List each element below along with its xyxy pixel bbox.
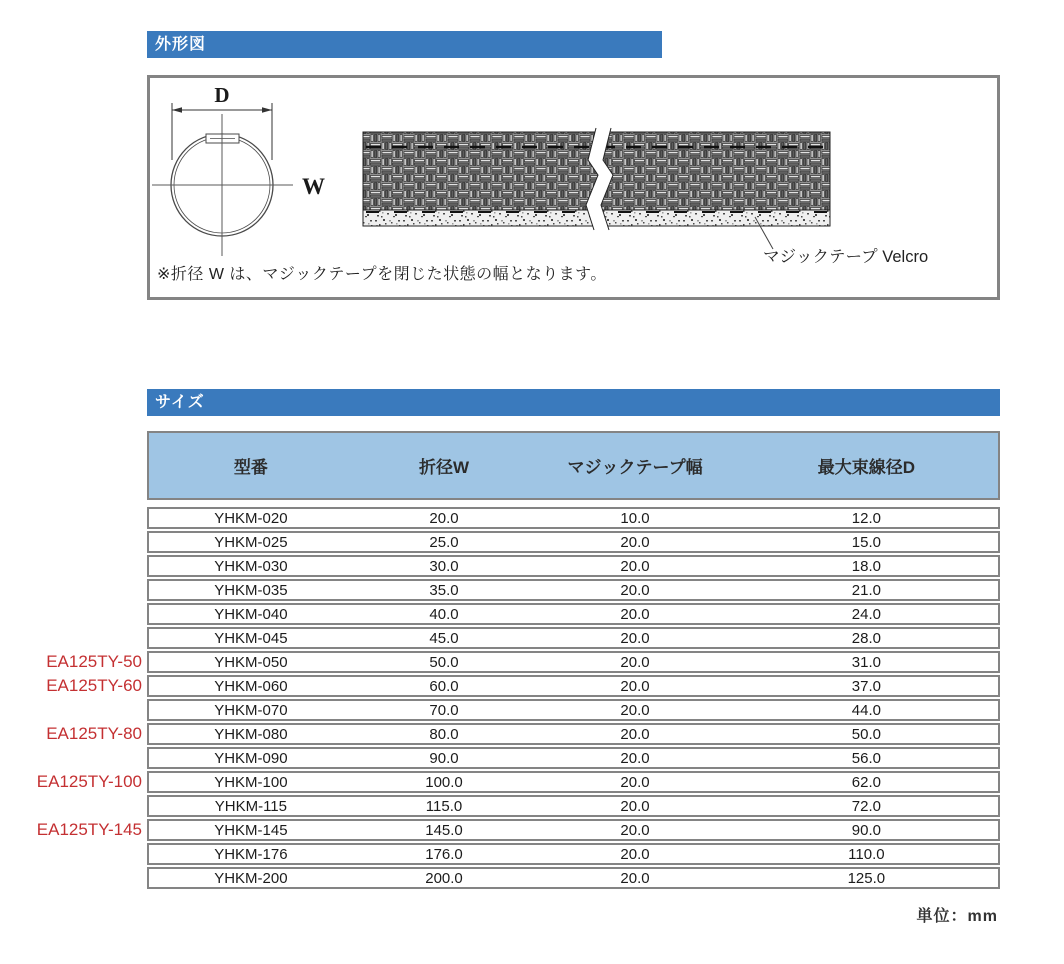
cell-diameter: 62.0 [851, 773, 881, 791]
cell-diameter: 21.0 [851, 581, 881, 599]
cell-diameter: 37.0 [851, 677, 881, 695]
cell-diameter: 18.0 [851, 557, 881, 575]
cell-diameter: 50.0 [851, 725, 881, 743]
cell-width: 25.0 [429, 533, 459, 551]
cell-diameter: 90.0 [851, 821, 881, 839]
table-row [0, 867, 1000, 889]
unit-note: 単位：mm [916, 908, 998, 925]
row-alt-label: EA125TY-60 [46, 676, 142, 695]
cell-width: 70.0 [429, 701, 459, 719]
cell-model: YHKM-060 [214, 677, 288, 695]
cell-model: YHKM-050 [214, 653, 288, 671]
row-alt-label [0, 579, 147, 601]
cell-width: 40.0 [429, 605, 459, 623]
cell-width: 115.0 [425, 797, 463, 815]
cell-diameter: 15.0 [851, 533, 881, 551]
cell-tape: 20.0 [620, 797, 650, 815]
cell-width: 20.0 [429, 509, 459, 527]
cell-model: YHKM-145 [214, 821, 288, 839]
table-row [0, 651, 1000, 673]
fold-width-note: ※折径 W は、マジックテープを閉じた状態の幅となります。 [157, 266, 607, 283]
table-row [0, 555, 1000, 577]
cell-tape: 20.0 [620, 725, 650, 743]
cell-tape: 20.0 [620, 821, 650, 839]
cell-diameter: 24.0 [851, 605, 881, 623]
row-alt-label [0, 507, 147, 529]
size-table [0, 431, 1000, 889]
column-header-diameter: 最大束線径D [817, 458, 916, 477]
row-alt-label [0, 747, 147, 769]
cell-model: YHKM-025 [214, 533, 288, 551]
cell-model: YHKM-080 [214, 725, 288, 743]
table-row [0, 819, 1000, 841]
cell-width: 200.0 [425, 869, 463, 887]
cell-width: 50.0 [429, 653, 459, 671]
cell-model: YHKM-100 [214, 773, 288, 791]
table-row [0, 747, 1000, 769]
table-row [0, 531, 1000, 553]
cell-width: 100.0 [425, 773, 463, 791]
cell-width: 60.0 [429, 677, 459, 695]
cell-diameter: 56.0 [851, 749, 881, 767]
cell-model: YHKM-090 [214, 749, 288, 767]
cell-width: 176.0 [425, 845, 463, 863]
row-alt-label: EA125TY-50 [46, 652, 142, 671]
cell-width: 45.0 [429, 629, 459, 647]
cell-diameter: 31.0 [851, 653, 881, 671]
row-alt-label [0, 555, 147, 577]
cell-diameter: 28.0 [851, 629, 881, 647]
cell-tape: 20.0 [620, 701, 650, 719]
outline-drawing-box [147, 75, 1000, 300]
cell-diameter: 12.0 [851, 509, 881, 527]
cell-width: 80.0 [429, 725, 459, 743]
cell-model: YHKM-070 [214, 701, 288, 719]
cell-tape: 20.0 [620, 581, 650, 599]
cell-model: YHKM-200 [214, 869, 288, 887]
table-rows [0, 507, 1000, 889]
row-alt-label [0, 603, 147, 625]
row-alt-label [0, 531, 147, 553]
velcro-label: マジックテープ Velcro [763, 248, 929, 266]
cell-width: 145.0 [425, 821, 463, 839]
row-alt-label [0, 699, 147, 721]
table-row [0, 723, 1000, 745]
row-alt-label [0, 867, 147, 889]
table-header-row [147, 431, 1000, 500]
dim-d-label: D [214, 83, 230, 107]
cell-tape: 20.0 [620, 845, 650, 863]
table-row [0, 675, 1000, 697]
column-header-model: 型番 [233, 458, 268, 477]
row-alt-label: EA125TY-100 [36, 772, 142, 791]
row-alt-label: EA125TY-145 [36, 820, 142, 839]
table-row [0, 627, 1000, 649]
cell-model: YHKM-045 [214, 629, 288, 647]
cell-model: YHKM-040 [214, 605, 288, 623]
section-title-size: サイズ [147, 389, 1000, 416]
cell-tape: 20.0 [620, 629, 650, 647]
cell-tape: 20.0 [620, 749, 650, 767]
cell-width: 35.0 [429, 581, 459, 599]
column-header-width: 折径W [418, 458, 470, 477]
column-header-tape: マジックテープ幅 [567, 458, 703, 477]
row-alt-label [0, 843, 147, 865]
table-row [0, 843, 1000, 865]
cell-tape: 20.0 [620, 677, 650, 695]
cell-model: YHKM-176 [214, 845, 288, 863]
dim-w-label: W [302, 174, 325, 199]
table-row [0, 507, 1000, 529]
cell-tape: 20.0 [620, 557, 650, 575]
cell-tape: 20.0 [620, 605, 650, 623]
table-row [0, 795, 1000, 817]
cell-width: 30.0 [429, 557, 459, 575]
cell-model: YHKM-020 [214, 509, 288, 527]
cell-width: 90.0 [429, 749, 459, 767]
section-title-outline: 外形図 [147, 31, 662, 58]
row-alt-label [0, 795, 147, 817]
band-side-view [363, 128, 830, 230]
cell-tape: 20.0 [620, 533, 650, 551]
table-row [0, 771, 1000, 793]
cell-tape: 20.0 [620, 653, 650, 671]
cell-model: YHKM-030 [214, 557, 288, 575]
cell-diameter: 110.0 [848, 845, 885, 863]
table-gutter [0, 431, 147, 500]
cell-tape: 20.0 [620, 869, 650, 887]
cell-tape: 20.0 [620, 773, 650, 791]
cell-diameter: 72.0 [851, 797, 881, 815]
cell-diameter: 125.0 [847, 869, 886, 887]
cell-tape: 10.0 [620, 509, 650, 527]
row-alt-label [0, 627, 147, 649]
row-alt-label: EA125TY-80 [46, 724, 142, 743]
cell-diameter: 44.0 [851, 701, 881, 719]
cell-model: YHKM-035 [214, 581, 288, 599]
table-row [0, 579, 1000, 601]
table-row [0, 603, 1000, 625]
cell-model: YHKM-115 [214, 797, 287, 815]
table-row [0, 699, 1000, 721]
